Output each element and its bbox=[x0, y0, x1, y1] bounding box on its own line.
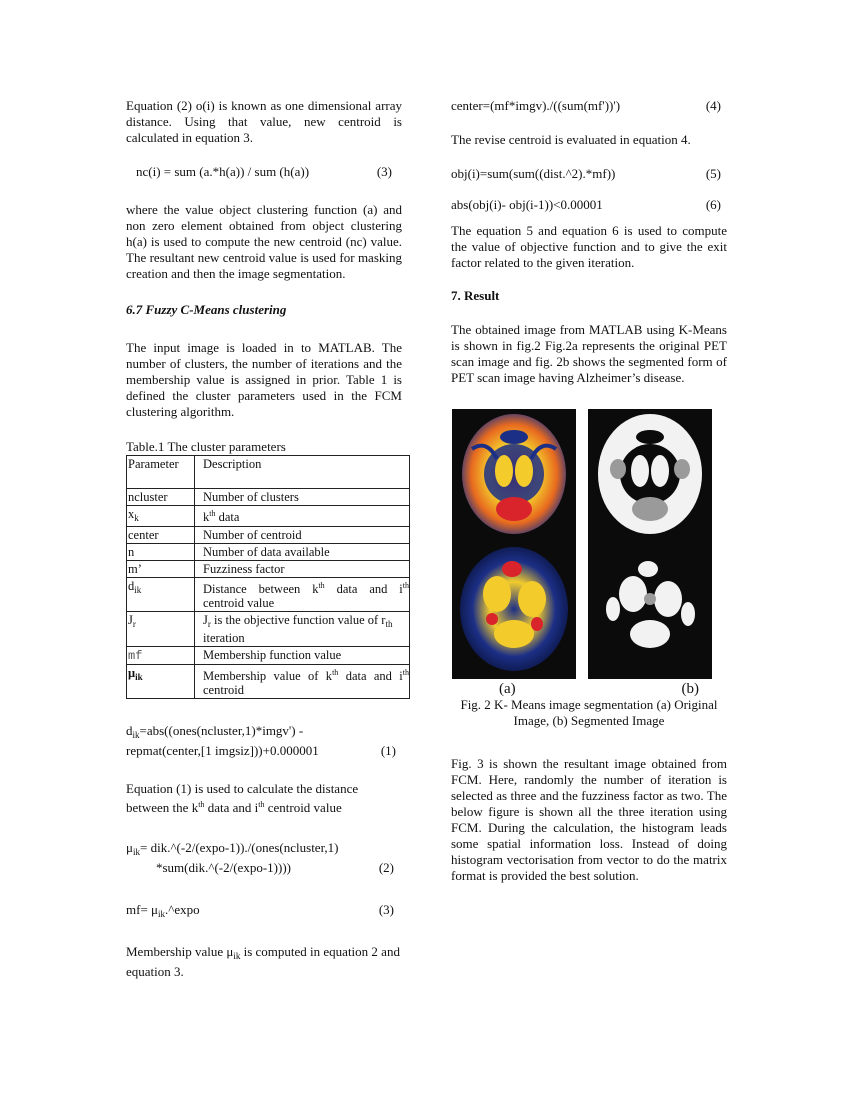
subscript: ik bbox=[132, 730, 140, 740]
table-row bbox=[127, 647, 410, 665]
equation-number: (6) bbox=[705, 197, 721, 212]
table-row bbox=[127, 561, 410, 578]
equation-text: =abs((ones(ncluster,1)*imgv') - bbox=[139, 723, 304, 738]
figure-caption: Fig. 2 K- Means image segmentation (a) Original Image, (b) Segmented Image bbox=[460, 697, 718, 728]
pet-scan-graphic bbox=[452, 409, 576, 679]
symbol: mf bbox=[128, 649, 143, 663]
subscript: ik bbox=[135, 672, 143, 682]
subscript: r bbox=[207, 619, 211, 629]
table-cell bbox=[127, 612, 195, 647]
equation-4 bbox=[451, 98, 727, 114]
equation-1 bbox=[126, 723, 402, 759]
subscript: r bbox=[132, 619, 136, 629]
table-row bbox=[127, 527, 410, 544]
symbol: μ bbox=[128, 666, 136, 680]
text: centroid value bbox=[203, 596, 275, 610]
paragraph: where the value object clustering function (a) and non zero element obtained from object clustering h(a) is used to compute the new centroid (nc) value. The resultant new centroid value is used for masking creation and then the image segmentation. bbox=[126, 202, 402, 281]
text: Distance between k bbox=[203, 582, 319, 596]
text: data bbox=[218, 510, 240, 524]
equation-text: obj(i)=sum(sum((dist.^2).*mf)) bbox=[451, 166, 616, 181]
equation-text: *sum(dik.^(-2/(expo-1)))) bbox=[156, 860, 291, 875]
subscript: ik bbox=[132, 847, 140, 857]
table-cell bbox=[127, 647, 195, 665]
pet-scan-original-image bbox=[452, 409, 576, 679]
left-column bbox=[126, 98, 410, 980]
equation-text: repmat(center,[1 imgsiz]))+0.000001 bbox=[126, 743, 319, 758]
symbol: d bbox=[126, 723, 133, 738]
equation-text: abs(obj(i)- obj(i-1))<0.00001 bbox=[451, 197, 603, 212]
paragraph: Equation (1) is used to calculate the distance between the $k^{th}$ data and $i^{th}$ centroid value bbox=[126, 781, 359, 815]
text: Membership value of k bbox=[203, 669, 333, 683]
table-cell: Membership function value bbox=[195, 647, 410, 665]
symbol: d bbox=[128, 579, 135, 593]
table-header-row bbox=[127, 456, 410, 489]
superscript: th bbox=[402, 668, 410, 677]
text: centroid bbox=[203, 683, 244, 697]
equation-3b bbox=[126, 902, 402, 922]
paragraph: The obtained image from MATLAB using K-Means is shown in fig.2 Fig.2a represents the original PET scan image and fig. 2b shows the segmented form of PET scan image having Alzheimer’s disease. bbox=[451, 322, 727, 385]
table-cell bbox=[127, 578, 195, 612]
text: iteration bbox=[203, 631, 245, 645]
panel-label-b: (b) bbox=[681, 681, 699, 697]
table-cell bbox=[195, 612, 410, 647]
table-cell bbox=[127, 665, 195, 699]
paragraph: The equation 5 and equation 6 is used to compute the value of objective function and to give the exit factor related to the given iteration. bbox=[451, 223, 727, 270]
equation-number: (3) bbox=[378, 902, 394, 917]
text: data and i bbox=[345, 669, 403, 683]
subscript: ik bbox=[134, 585, 142, 595]
table-cell: ncluster bbox=[127, 489, 195, 506]
equation-number: (1) bbox=[380, 743, 396, 758]
equation-number: (5) bbox=[705, 166, 721, 181]
table-header-cell: Parameter bbox=[127, 456, 195, 489]
equation-text: nc(i) = sum (a.*h(a)) / sum (h(a)) bbox=[136, 164, 310, 179]
text: data and i bbox=[336, 582, 403, 596]
segmented-graphic bbox=[588, 409, 712, 679]
table-cell bbox=[127, 506, 195, 527]
section-heading: 7. Result bbox=[451, 288, 500, 303]
text: k bbox=[203, 510, 210, 524]
paragraph: Fig. 3 is shown the resultant image obtained from FCM. Here, randomly the number of iteration is selected as three and the fuzziness factor as two. The below figure is shown all the three iteration using FCM. During the calculation, the histogram leads some spatial information loss. Instead of doing histogram vectorisation from vector to do the matrix format is provided the best solution. bbox=[451, 756, 727, 883]
table-row bbox=[127, 612, 410, 647]
superscript: th bbox=[402, 581, 410, 590]
subscript: k bbox=[134, 513, 139, 523]
table-cell: Number of data available bbox=[195, 544, 410, 561]
table-row bbox=[127, 489, 410, 506]
table-cell: m’ bbox=[127, 561, 195, 578]
superscript: th bbox=[209, 509, 216, 518]
equation-5 bbox=[451, 166, 727, 182]
equation-text: .^expo bbox=[165, 902, 200, 917]
equation-3 bbox=[126, 164, 402, 180]
subscript: ik bbox=[158, 909, 166, 919]
paragraph: Membership value $\mu_{ik}$ is computed in equation 2 and equation 3. bbox=[126, 944, 400, 979]
table-cell: Number of clusters bbox=[195, 489, 410, 506]
table-row bbox=[127, 544, 410, 561]
symbol: μ bbox=[126, 840, 133, 855]
paragraph: Equation (2) o(i) is known as one dimensional array distance. Using that value, new centroid is calculated in equation 3. bbox=[126, 98, 402, 145]
figure-panel-labels bbox=[499, 681, 699, 697]
superscript: th bbox=[332, 668, 339, 677]
paragraph: The revise centroid is evaluated in equation 4. bbox=[451, 132, 691, 147]
table-cell bbox=[195, 506, 410, 527]
equation-text: mf= μ bbox=[126, 902, 158, 917]
equation-number: (4) bbox=[705, 98, 721, 113]
table-header-cell: Description bbox=[195, 456, 410, 489]
table-cell bbox=[195, 578, 410, 612]
segmented-image bbox=[588, 409, 712, 679]
equation-number: (2) bbox=[378, 860, 394, 875]
subscript: th bbox=[385, 619, 393, 629]
table-cell: Fuzziness factor bbox=[195, 561, 410, 578]
table-cell: n bbox=[127, 544, 195, 561]
table-cell: center bbox=[127, 527, 195, 544]
text: J bbox=[203, 613, 208, 627]
table-cell: Number of centroid bbox=[195, 527, 410, 544]
symbol: J bbox=[128, 613, 133, 627]
symbol: x bbox=[128, 507, 135, 521]
table-cell bbox=[195, 665, 410, 699]
text: is the objective function value of r bbox=[214, 613, 386, 627]
equation-6 bbox=[451, 197, 727, 213]
equation-number: (3) bbox=[376, 164, 392, 179]
paragraph: The input image is loaded in to MATLAB. The number of clusters, the number of iterations and the membership value is assigned in prior. Table 1 is defined the cluster parameters used in the FCM clustering algorithm. bbox=[126, 340, 402, 419]
figure-2 bbox=[452, 409, 712, 679]
equation-2 bbox=[126, 840, 402, 876]
parameters-table bbox=[126, 455, 410, 699]
equation-text: = dik.^(-2/(expo-1))./(ones(ncluster,1) bbox=[140, 840, 339, 855]
panel-label-a: (a) bbox=[499, 681, 516, 697]
table-row bbox=[127, 506, 410, 527]
section-heading: 6.7 Fuzzy C-Means clustering bbox=[126, 302, 287, 317]
equation-text: center=(mf*imgv)./((sum(mf'))') bbox=[451, 98, 621, 113]
table-row bbox=[127, 665, 410, 699]
table-row bbox=[127, 578, 410, 612]
right-column bbox=[451, 98, 727, 884]
superscript: th bbox=[318, 581, 325, 590]
table-caption: Table.1 The cluster parameters bbox=[126, 439, 286, 454]
